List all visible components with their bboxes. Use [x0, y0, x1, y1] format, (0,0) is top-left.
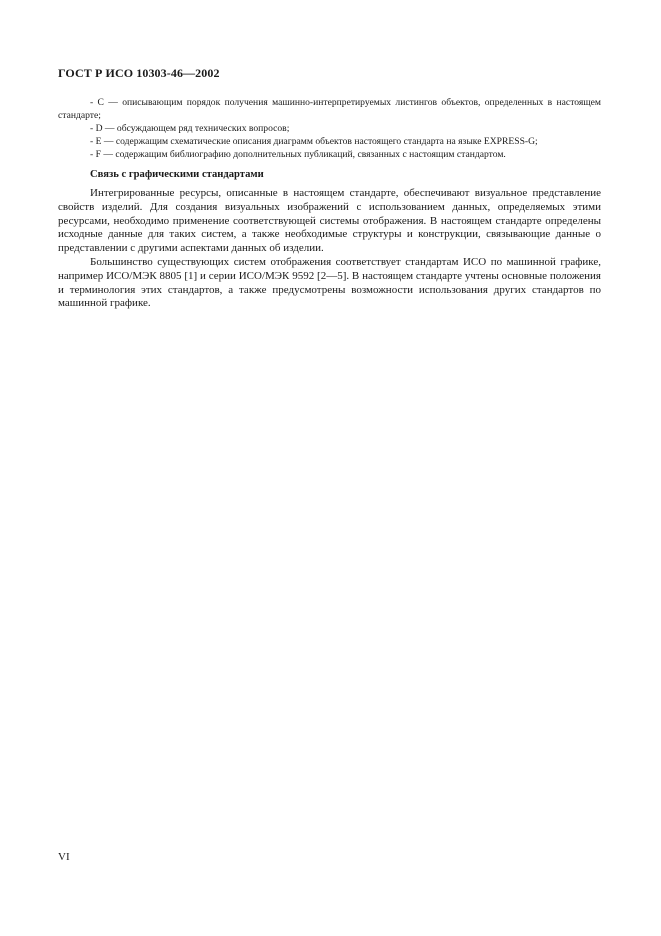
page-content [58, 96, 601, 311]
body-paragraph: Большинство существующих систем отображения соответствует стандартам ИСО по машинной графике, например ИСО/МЭК 8805 [1] и серии ИСО/МЭК 9592 [2—5]. В настоящем стандарте учтены основные положения и терминология этих стандартов, а также предусмотрены возможности использования других стандартов по машинной графике. [58, 255, 601, 310]
annex-list-item-f: - F — содержащим библиографию дополнительных публикаций, связанных с настоящим стандартом. [90, 149, 506, 160]
body-paragraph: Интегрированные ресурсы, описанные в настоящем стандарте, обеспечивают визуальное представление свойств изделий. Для создания визуальных изображений с использованием данных, определяемых этими ресурсами, необходимо применение соответствующей системы отображения. В настоящем стандарте определены исходные данные для таких систем, а также необходимые структуры и конструкции, связывающие данные о представлении с другими аспектами данных об изделии. [58, 187, 601, 255]
document-header: ГОСТ Р ИСО 10303-46—2002 [58, 66, 220, 80]
section-heading: Связь с графическими стандартами [90, 169, 264, 180]
page-number: VI [58, 851, 70, 863]
annex-list-item-c: - С — описывающим порядок получения машинно-интерпретируемых листингов объектов, определенных в настоящем стандарте; [58, 97, 601, 121]
annex-list-item-d: - D — обсуждающем ряд технических вопросов; [90, 123, 290, 134]
annex-list-item-e: - Е — содержащим схематические описания диаграмм объектов настоящего стандарта на языке EXPRESS-G; [90, 136, 538, 147]
